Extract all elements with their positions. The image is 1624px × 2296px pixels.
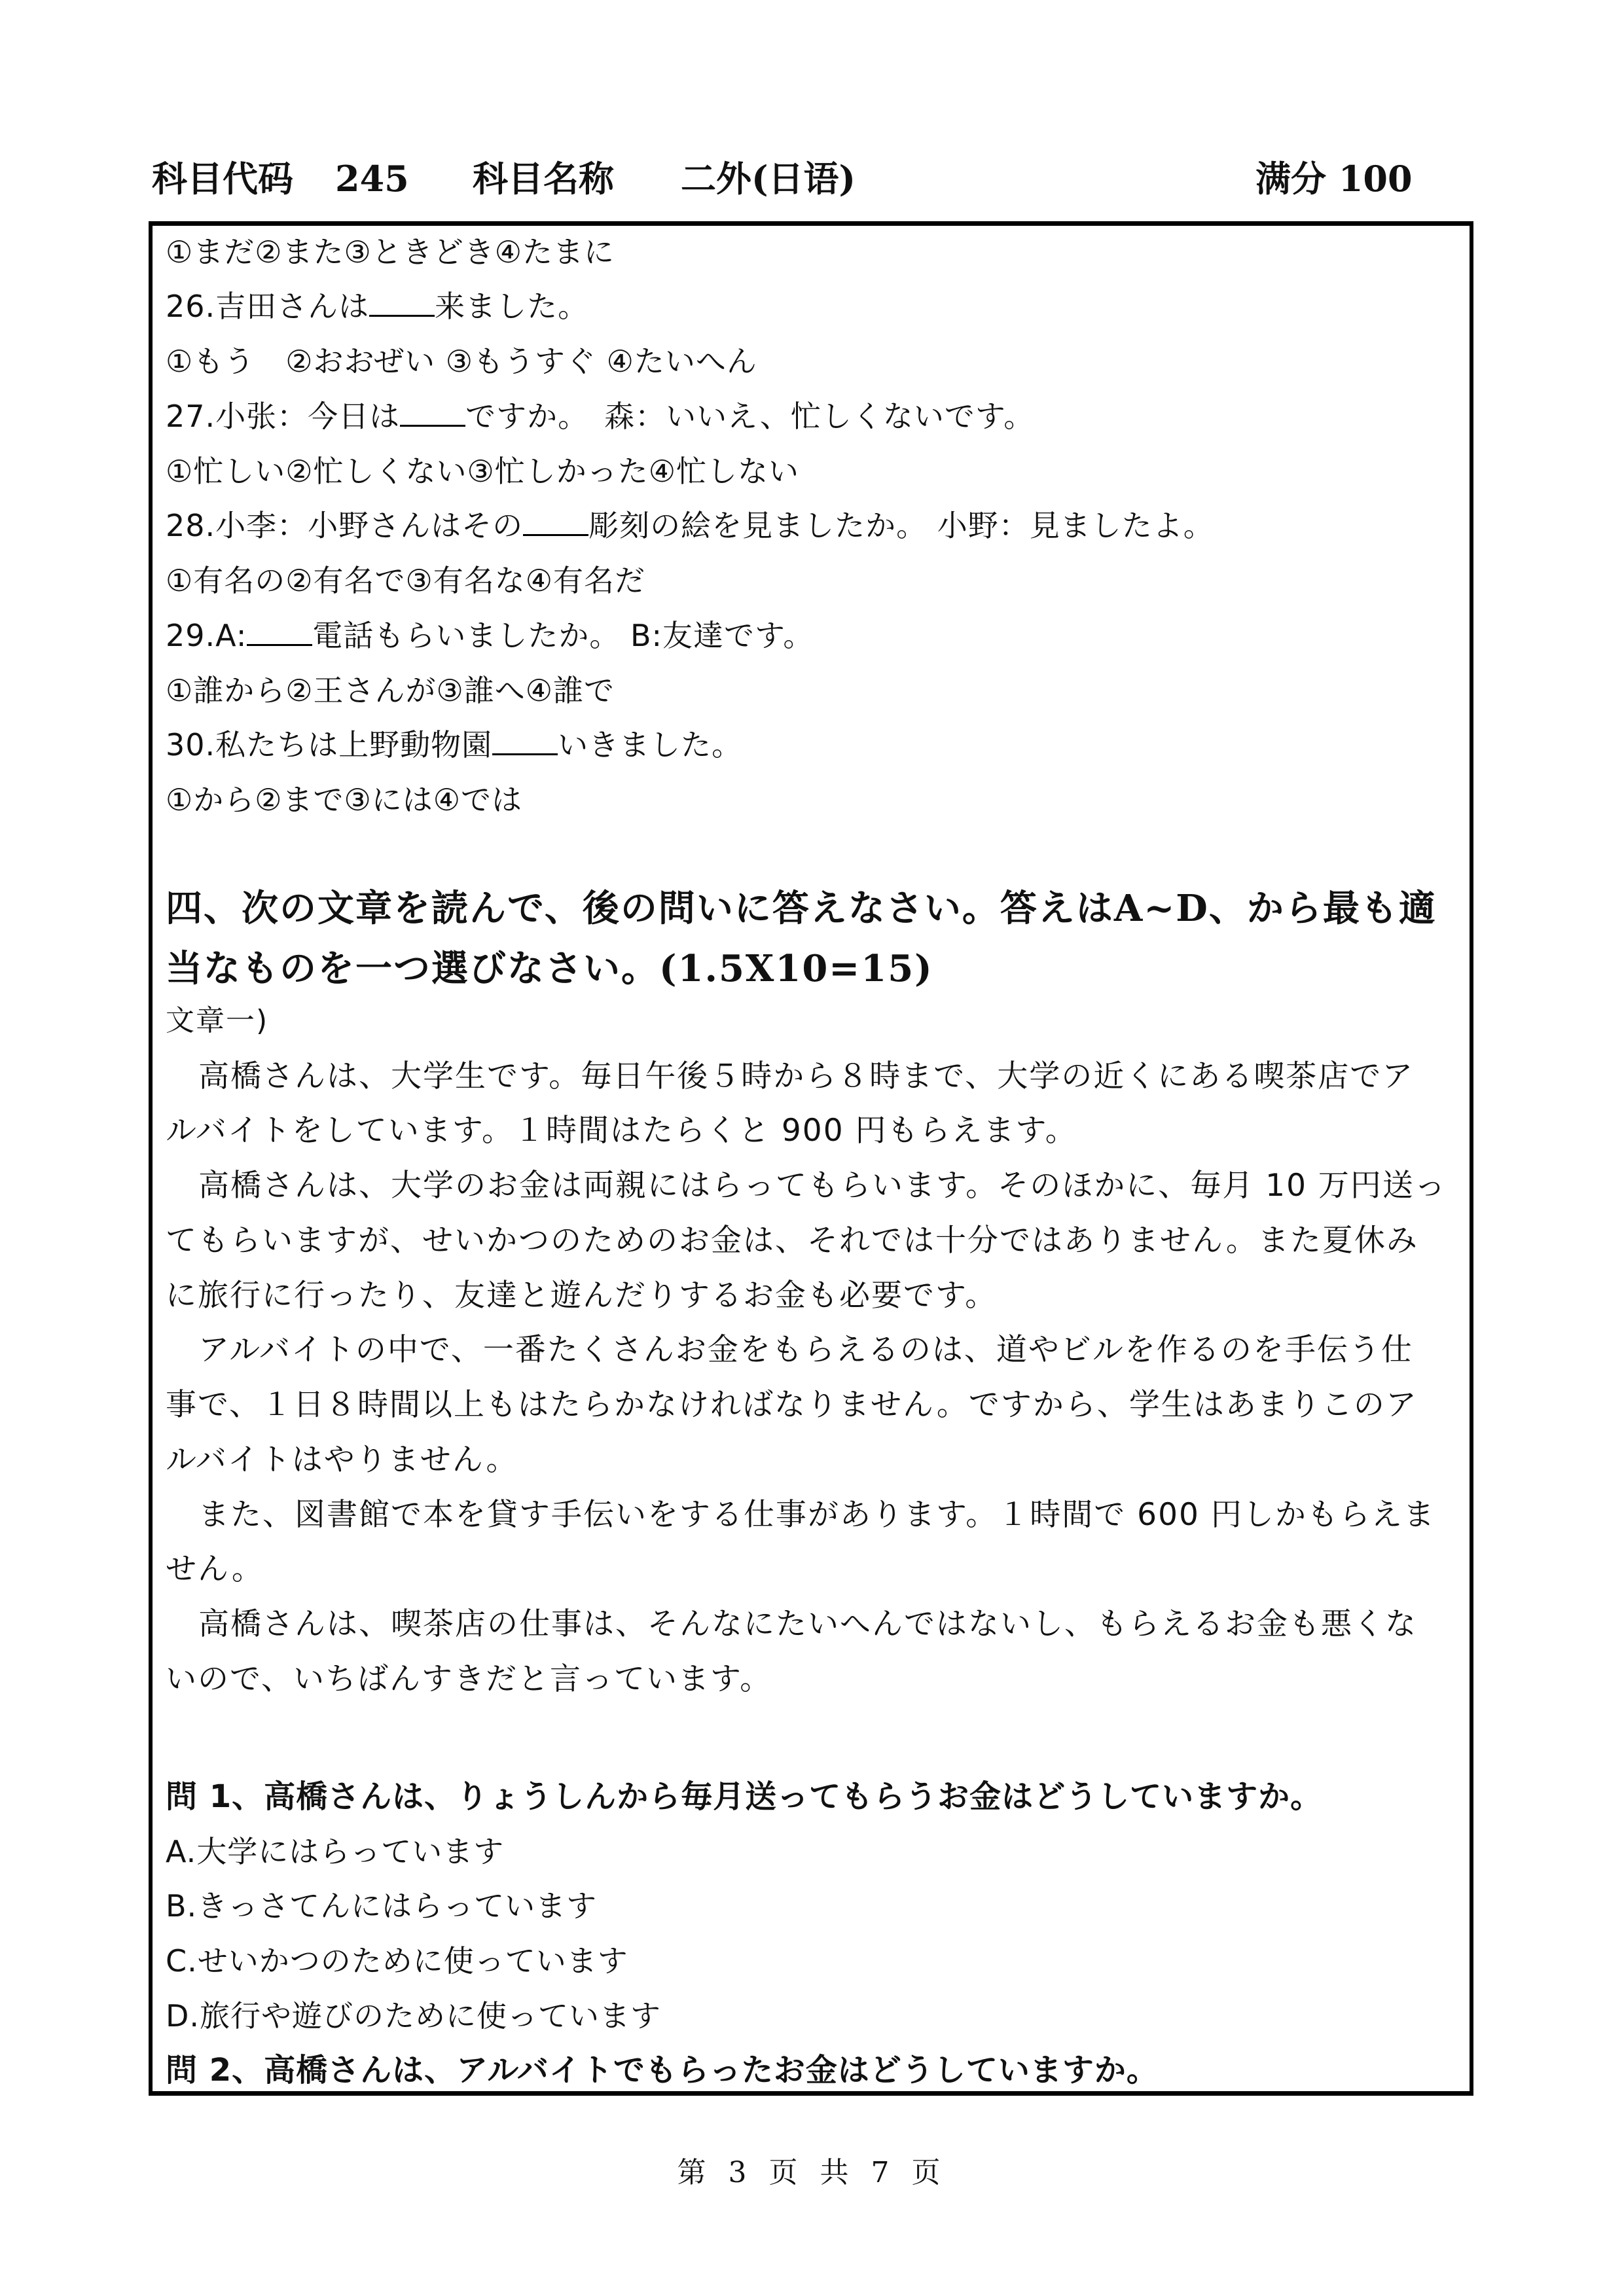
question-text-after: 電話もらいましたか。 B:友達です。	[312, 618, 814, 653]
full-score-label: 满分	[1255, 158, 1326, 200]
subject-name-label: 科目名称	[473, 158, 614, 200]
question-30-options: ①から②まで③には④では	[166, 782, 522, 817]
question-26-options: ①もう ②おおぜい ③もうすぐ ④たいへん	[166, 344, 757, 379]
full-score-value: 100	[1338, 158, 1413, 200]
answer-blank	[523, 508, 588, 536]
passage-line: に旅行に行ったり、友達と遊んだりするお金も必要です。	[166, 1278, 998, 1314]
question-number: 28.	[166, 508, 216, 543]
passage-line: また、図書館で本を貸す手伝いをする仕事があります。１時間で 600 円しかもらえま	[198, 1497, 1435, 1533]
passage-line: ルバイトをしています。１時間はたらくと 900 円もらえます。	[166, 1113, 1077, 1149]
question-28	[166, 506, 1214, 545]
reading-question-2: 問 2、高橋さんは、アルバイトでもらったお金はどうしていますか。	[166, 2052, 1159, 2089]
answer-blank	[400, 399, 465, 427]
subject-name: 二外(日语)	[681, 158, 856, 200]
question-25-options: ①まだ②また③ときどき④たまに	[166, 234, 615, 270]
question-text-after: ですか。 森：いいえ、忙しくないです。	[465, 399, 1035, 434]
passage-line: ルバイトはやりません。	[166, 1442, 518, 1478]
question-text-before: 小李：小野さんはその	[215, 508, 524, 543]
section-title-line-2: 当なものを一つ選びなさい。(1.5X10=15)	[166, 947, 933, 990]
question-26	[166, 287, 588, 326]
subject-code-label: 科目代码	[152, 158, 293, 200]
answer-option-a: A.大学にはらっています	[166, 1834, 505, 1869]
passage-line: アルバイトの中で、一番たくさんお金をもらえるのは、道やビルを作るのを手伝う仕	[198, 1332, 1413, 1368]
question-27-options: ①忙しい②忙しくない③忙しかった④忙しない	[166, 454, 799, 489]
passage-line: 高橋さんは、大学生です。毎日午後５時から８時まで、大学の近くにある喫茶店でア	[198, 1058, 1415, 1094]
subject-code: 245	[335, 158, 409, 200]
passage-line: いので、いちばんすきだと言っています。	[166, 1661, 772, 1697]
question-text-before: A:	[215, 618, 247, 653]
answer-blank	[492, 727, 558, 755]
answer-blank	[369, 289, 435, 317]
question-29	[166, 616, 814, 655]
question-number: 29.	[166, 618, 216, 653]
answer-option-c: C.せいかつのために使っています	[166, 1943, 628, 1979]
exam-header	[152, 149, 1413, 208]
question-text-before: 私たちは上野動物園	[215, 727, 493, 762]
question-text-before: 吉田さんは	[215, 289, 370, 324]
question-number: 30.	[166, 727, 216, 762]
answer-blank	[247, 618, 312, 646]
question-29-options: ①誰から②王さんが③誰へ④誰で	[166, 673, 615, 708]
question-text-after: 来ました。	[435, 289, 589, 324]
question-text-after: 彫刻の絵を見ましたか。 小野：見ましたよ。	[588, 508, 1214, 543]
question-text-before: 小张：今日は	[215, 399, 401, 434]
passage-line: 事で、１日８時間以上もはたらかなければなりません。ですから、学生はあまりこのア	[166, 1387, 1418, 1423]
passage-line: てもらいますが、せいかつのためのお金は、それでは十分ではありません。また夏休み	[166, 1223, 1418, 1259]
full-score	[1255, 149, 1413, 208]
section-title-line-1: 四、次の文章を読んで、後の問いに答えなさい。答えはA~D、から最も適	[166, 887, 1437, 930]
question-number: 26.	[166, 289, 216, 324]
reading-question-1: 問 1、高橋さんは、りょうしんから毎月送ってもらうお金はどうしていますか。	[166, 1778, 1323, 1815]
passage-line: せん。	[166, 1551, 264, 1587]
question-number: 27.	[166, 399, 216, 434]
question-30	[166, 725, 742, 764]
page-indicator: 第 3 页 共 7 页	[677, 2156, 947, 2189]
answer-option-d: D.旅行や遊びのために使っています	[166, 1998, 662, 2034]
question-text-after: いきました。	[558, 727, 743, 762]
passage-line: 高橋さんは、喫茶店の仕事は、そんなにたいへんではないし、もらえるお金も悪くな	[198, 1606, 1417, 1642]
passage-line: 高橋さんは、大学のお金は両親にはらってもらいます。そのほかに、毎月 10 万円送っ	[198, 1168, 1447, 1204]
question-28-options: ①有名の②有名で③有名な④有名だ	[166, 563, 645, 598]
answer-option-b: B.きっさてんにはらっています	[166, 1888, 598, 1924]
question-27	[166, 397, 1034, 436]
passage-label: 文章一)	[166, 1004, 269, 1037]
